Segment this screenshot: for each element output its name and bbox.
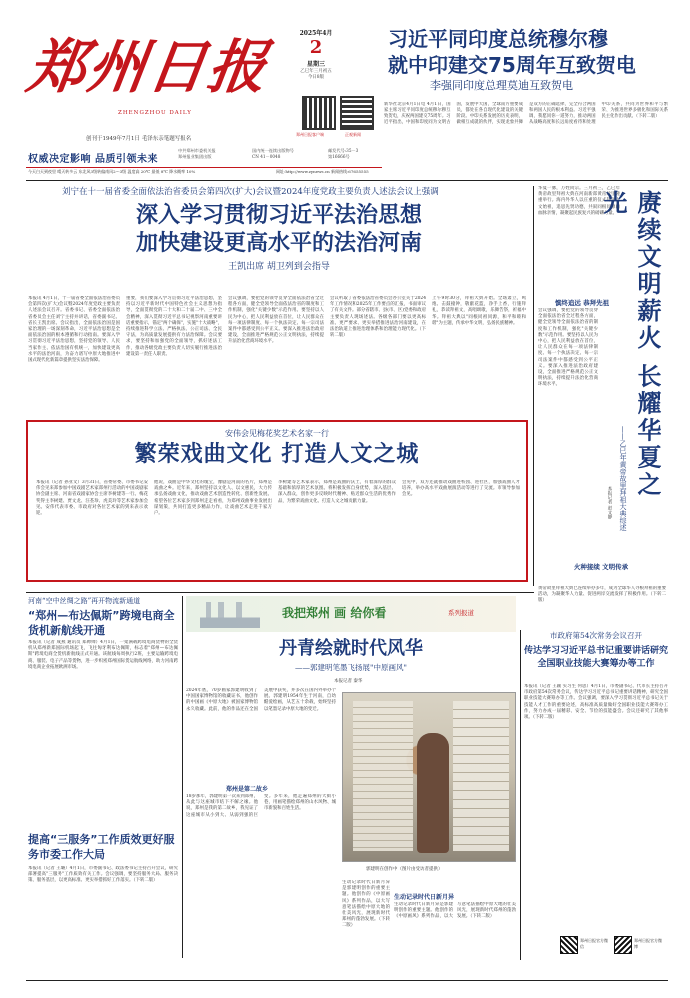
art-section-1: 郑州是第二故乡 — [226, 786, 269, 793]
right-bottom-body: 本报讯（记者 王颖 实习生 何思）4月1日，市委副书记、代市长主持召开市政府第54次常务会议，传达学习习近平总书记重要讲话精神，研究全国职业技能大赛筹办等工作。会议强调，要深入学习贯彻习近平总书记关于技能人才工作的重要论述，高标准高质量做好全国职业技能大赛筹办工作，努力办成一届精彩、安全、节俭的技能盛会。会议还研究了其他事项。（下转二版） — [524, 684, 668, 721]
lead-attendees: 王凯出席 胡卫列到会指导 — [228, 262, 330, 272]
artist-photo[interactable] — [342, 692, 516, 862]
newspaper-name: 郑州日报 — [23, 33, 273, 101]
top-divider — [26, 180, 668, 181]
art-divider — [520, 630, 521, 960]
lead-headline-2[interactable]: 加快建设更高水平的法治河南 — [135, 231, 422, 256]
pub-info: 中共郑州市委机关报 郑州报业集团出版 — [178, 148, 216, 159]
wechat-label: 郑州日报官方微信 — [580, 938, 608, 949]
art-headline[interactable]: 丹青绘就时代风华 — [279, 638, 423, 659]
masthead-pinyin: ZHENGZHOU DAILY — [118, 110, 192, 116]
left-body: 本报讯（记者 成燕 通讯员 郑帅帅）4月1日，一架满载跨境电商货物的全货机从郑州新郑国际机场起飞，飞往匈牙利布达佩斯，标志着"郑州—布达佩斯"跨境电商全货机新航线正式开通。该航线每周执行2班，主要运输跨境电商、服装、电子产品等货物，进一步织密郑州国际货运航线网络，助力河南跨境电商企业拓展欧洲市场。 — [28, 640, 178, 670]
qr-code-icon[interactable] — [302, 96, 336, 130]
art-body-1: 2024年底，70岁画家郭建明收到了中国国家博物馆的收藏证书，他创作的中国画《中原大地》被国家博物馆永久收藏。此前，他的作品还在全国美展中获奖，并多次在国内外举办个展。郭建明1954年生于河南，自幼酷爱绘画，从艺五十余载，始终坚持以笔墨记录中原大地的变迁。 — [186, 688, 336, 712]
art-banner — [186, 596, 516, 632]
culture-kicker: 安伟会见梅花奖艺术名家一行 — [225, 429, 329, 438]
top-story — [384, 26, 668, 174]
art-feature — [186, 596, 516, 976]
masthead-logo — [23, 28, 278, 106]
qr-code-icon-2[interactable] — [340, 96, 374, 130]
lead-col-4: 会议听取了省委依法治省委员会办公室关于2024年工作情况和2025年工作要点的汇报，书面审议了有关文件。部分省辖市、县(市、区)党委和政府主要负责人现场述法。各级各部门要以更高标准、更严要求、更实举措推进法治河南建设，在法治轨道上推进治理体系和治理能力现代化。（下转二版） — [330, 296, 426, 339]
art-body-2: 18岁那年，郭建明第一次来到郑州，从此与这座城市结下不解之缘。他说，郑州是我的第二故乡，我见证了这座城市从小到大、从弱到强的巨变。多年来，他走遍郑州的大街小巷，用画笔描绘郑州的山水风物、城市新貌和百姓生活。 — [186, 794, 336, 818]
art-byline: 本报记者 秦华 — [334, 679, 363, 684]
painting-scroll-2 — [453, 701, 509, 851]
bottom-rule — [26, 980, 668, 981]
right-feature-body: 华夏一脉，万姓同宗。三月初三，乙巳年黄帝故里拜祖大典在河南新郑黄帝故里隆重举行。海内外华人以庄重的仪式拜谒人文始祖，追思先贤功德，共叙同根同源的血脉亲情，凝聚起民族复兴的磅礴力量。 — [538, 186, 620, 216]
culture-story-box — [26, 420, 528, 582]
left-kicker: 河南“空中丝绸之路”再开物流新通道 — [28, 597, 141, 605]
weibo-qr-icon[interactable] — [614, 936, 632, 954]
art-banner-tag: 系列报道 — [448, 609, 474, 617]
weekday: 星期三 — [306, 61, 325, 68]
slogan: 权威决定影响 品质引领未来 — [28, 154, 158, 165]
right-feature-subhead: ——乙巳年黄帝故里拜祖大典综述 — [619, 426, 627, 531]
culture-col-4: 会见中，双方还就推动戏曲进校园、进社区，加强戏曲人才培养，举办高水平戏曲展演活动等进行了交流。市领导参加会见。 — [402, 480, 520, 498]
art-body-3: 生动记录时代日新月异是郭建明创作的重要主题。他创作的《中原画风》系列作品，以大写意笔法描绘中原大地的壮美风光，展现新时代郑州的蓬勃发展。（下转二版） — [342, 880, 390, 929]
page-count: 今日8版 — [307, 75, 325, 80]
founded-note: 创刊于1949年7月1日 毛泽东亲笔题写报名 — [86, 136, 192, 142]
right-bottom-story — [524, 630, 668, 930]
skyline-graphic — [200, 602, 260, 628]
lead-headline-1[interactable]: 深入学习贯彻习近平法治思想 — [135, 203, 422, 228]
lead-col-1: 本报讯 4月1日，十一届省委全面依法治省委员会第四次(扩大)会议暨2024年度党政主要负责人述法会议召开。省委书记、省委全面依法治省委员会主任刘宁主持并讲话，省委副书记、省长王凯出席。会议指出，全面依法治国是国家治理的一场深刻革命，习近平法治思想是全面依法治国的根本遵循和行动指南。要深入学习贯彻习近平法治思想，坚持党的领导、人民当家作主、依法治国有机统一，加快建设更高水平的法治河南，为奋力谱写中原大地推进中国式现代化新篇章提供坚实法治保障。 — [28, 296, 120, 364]
left-bottom-column — [28, 596, 178, 956]
lunar-date: 乙巳年三月初五 — [300, 69, 332, 74]
app-promo — [560, 936, 668, 976]
top-story-headline-2[interactable]: 就中印建交75周年互致贺电 — [388, 53, 636, 77]
right-bottom-kicker: 市政府第54次常务会议召开 — [549, 631, 643, 640]
culture-headline[interactable]: 繁荣戏曲文化 打造人文之城 — [134, 442, 420, 467]
section-head-1: 慎终追远 恭拜先祖 — [554, 299, 610, 307]
right-feature-byline: 本报记者 赵文静 — [607, 486, 612, 519]
wechat-qr-icon[interactable] — [560, 936, 578, 954]
left-body-2: 本报讯（记者 王璐）4月1日，市委副书记、政法委书记主持召开会议，研究部署提高"三服务"工作质效有关工作。会议强调，要坚持服务大局、服务决策、服务基层，以更高标准、更实举措抓好工作落实。（下转二版） — [28, 866, 178, 884]
weather-strip: 今天白天到夜里 晴天转多云 东北风3级转偏南风2～3级 温度高 20℃ 最低 8℃ 降水概率 10% — [28, 169, 196, 174]
left-headline-2[interactable]: 提高“三服务”工作质效更好服务市委工作大局 — [28, 833, 175, 861]
top-story-body: 新华社北京4月1日电 4月1日，国家主席习近平同印度总统穆尔穆互致贺电，庆祝两国建交75周年。习近平指出，中国和印度同为文明古国，发展中大国，全球南方重要成员，都处在各自现代化建设的关键阶段。中印关系发展的历史表明，做相互成就的伙伴，实现龙象共舞是双方的正确选择，完全符合两国和两国人民的根本利益。习近平强调，我愿同你一道努力，推动两国从战略高度和长远角度看待和处理中印关系，共同为世界和平与繁荣、为推进世界多极化和国际关系民主化作出贡献。（下转二版） — [384, 102, 668, 125]
lead-kicker: 刘宁在十一届省委全面依法治省委员会第四次(扩大)会议暨2024年度党政主要负责人述法会议上强调 — [62, 187, 439, 197]
top-story-headline-1[interactable]: 习近平同印度总统穆尔穆 — [388, 27, 608, 51]
website-hotline: 网址:http://www.zynews.cn 新闻热线:67655555 — [276, 169, 369, 174]
painting-scroll — [353, 701, 413, 851]
photo-caption: 郭建明在创作中（图片由受访者提供） — [366, 867, 443, 872]
art-subhead: ——郭建明笔墨飞扬展"中原画风" — [295, 663, 407, 672]
right-feature-headline[interactable]: 赓续文明薪火 长耀华夏之光 — [599, 190, 661, 499]
lead-col-3: 会议强调，要把党的领导贯穿全面依法治省全过程各方面，健全党领导全面依法治省的制度和工作机制，强化"关键少数"示范作用。要坚持以人民为中心，把人民利益放在首位，让人民群众在每一项法律制度、每一个执法决定、每一宗司法案件中都感受到公平正义。要深入推进法治政府建设，全面推进严格规范公正文明执法，持续提升法治化营商环境水平。 — [228, 296, 324, 345]
cn-number: 国内统一连续出版物号 CN 41－0048 — [252, 148, 294, 159]
date-year: 2025年4月 — [299, 30, 333, 37]
date-day: 2 — [309, 37, 323, 58]
artist-figure — [417, 733, 449, 853]
lead-continued: 上午9时30分，拜祖大典开始。全场肃立，鸣炮、击鼓撞钟，敬献花篮，净手上香，行施拜礼，恭读拜祖文，高唱颂歌，乐舞告祭，祈福中华。拜祖大典以"同根同祖同源，和平和睦和谐"为主题，传承中华文明，弘扬民族精神。 — [432, 296, 526, 326]
issue-number: 邮发代号:35－3 第16666号 — [328, 148, 359, 159]
qr-caption-2: 正观新闻 — [345, 132, 361, 137]
culture-col-2: 他说，戏曲是中华文化的瑰宝，豫剧是河南的名片，郑州是戏曲之乡。近年来，郑州坚持以文化人、以文惠民，大力传承弘扬戏曲文化，推动戏曲艺术创造性转化、创新性发展。希望各位艺术家多到郑州走走看看，为郑州戏曲事业发展出谋划策，共同打造更多精品力作，让戏曲艺术走进千家万户。 — [154, 480, 272, 517]
left-column-divider — [182, 596, 183, 958]
top-story-subhead: 李强同印度总理莫迪互致贺电 — [430, 79, 573, 92]
right-feature-body-3: 黄帝故里拜祖大典已连续举办多年，成为全球华人寻根拜祖的重要活动，为凝聚华人力量、促进两岸交流发挥了积极作用。（下转二版） — [538, 586, 666, 604]
right-feature-body-2: 会议强调，要把党的领导贯穿全面依法治省全过程各方面，健全党领导全面依法治省的制度和工作机制，强化"关键少数"示范作用。要坚持以人民为中心，把人民利益放在首位，让人民群众在每一项法律制度、每一个执法决定、每一宗司法案件中都感受到公平正义。要深入推进法治政府建设，全面推进严格规范公正文明执法，持续提升法治化营商环境水平。 — [538, 308, 598, 388]
mid-divider — [26, 592, 534, 593]
right-bottom-headline[interactable]: 传达学习习近平总书记重要讲话研究全国职业技能大赛筹办等工作 — [524, 646, 669, 669]
culture-col-1: 本报讯（记者 孙亚文）3月31日，省委常委、市委书记安伟会见来郑参加中国戏剧艺术家郑州行活动的中国戏剧家协会副主席、河南省戏剧家协会主席李树建等一行。梅花奖得主李树建、贾文龙、汪荃珍、虎美玲等艺术家参加会见。安伟代表市委、市政府对各位艺术家的到来表示欢迎。 — [36, 480, 148, 517]
right-column-divider — [533, 186, 534, 586]
culture-col-3: 李树建等艺术家表示，郑州是戏曲的沃土，有着深厚的群众基础和浓厚的艺术氛围。将积极发挥自身优势，深入基层、深入群众，创作更多反映时代精神、贴近群众生活的优秀作品，为繁荣戏曲文化、打造人文之城贡献力量。 — [278, 480, 396, 504]
art-section-2: 生动记录时代日新月异 — [394, 894, 455, 901]
qr-caption: 郑州日报客户端 — [296, 132, 324, 137]
section-head-2: 火种接续 文明传承 — [573, 563, 629, 571]
art-banner-title: 我把郑州 画 给你看 — [282, 606, 387, 620]
art-body-4: 生动记录时代日新月异是郭建明创作的重要主题。他创作的《中原画风》系列作品，以大写意笔法描绘中原大地的壮美风光，展现新时代郑州的蓬勃发展。（下转二版） — [394, 902, 516, 920]
lead-col-2: 重要，我们要深入学习贯彻习近平法治思想，坚持以习近平新时代中国特色社会主义思想为指导，全面贯彻党的二十大和二十届二中、三中全会精神，深入贯彻习近平总书记视察河南重要讲话重要指示，锚定"两个确保"，实施"十大战略"，持续推进科学立法、严格执法、公正司法、全民守法，为高质量发展提供有力法治保障。会议要求，要坚持和加强党的全面领导，抓好述法工作，推动各级党政主要负责人切实履行推进法治建设第一责任人职责。 — [126, 296, 222, 357]
right-feature — [538, 186, 668, 586]
date-box — [290, 28, 342, 96]
left-headline[interactable]: “郑州—布达佩斯”跨境电商全货机新航线开通 — [28, 609, 175, 637]
weibo-label: 郑州日报官方微博 — [634, 938, 662, 949]
masthead-divider — [26, 167, 382, 168]
